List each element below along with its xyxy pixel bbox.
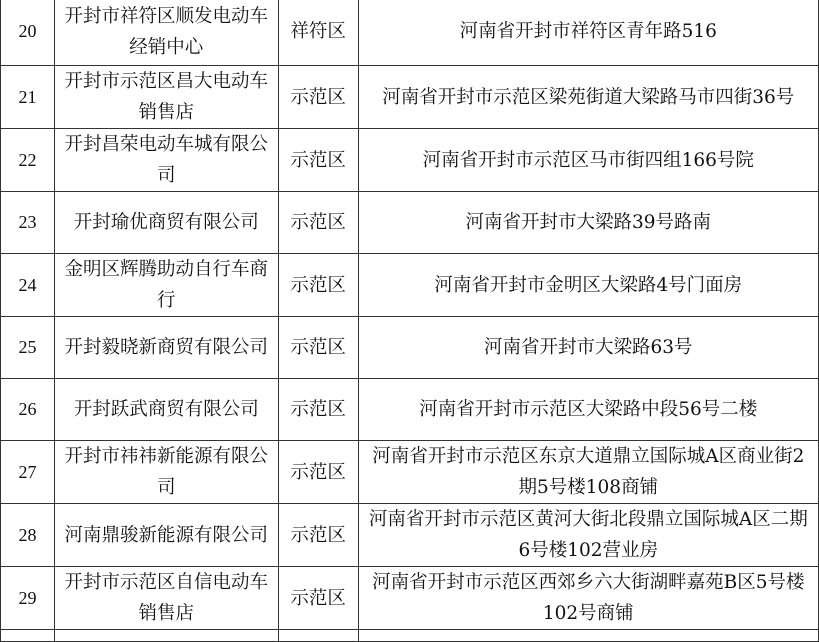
address: 河南省开封市示范区大梁路中段56号二楼 bbox=[358, 379, 818, 441]
district: 示范区 bbox=[278, 66, 358, 129]
dealer-name: 开封跃武商贸有限公司 bbox=[54, 379, 278, 441]
district: 示范区 bbox=[278, 504, 358, 567]
dealer-name: 开封市示范区昌大电动车销售店 bbox=[54, 66, 278, 129]
address: 河南省开封市示范区梁苑街道大梁路马市四街36号 bbox=[358, 66, 818, 129]
row-number: 29 bbox=[1, 567, 55, 630]
address: 河南省开封市示范区黄河大街北段鼎立国际城A区二期6号楼102营业房 bbox=[358, 504, 818, 567]
district: 示范区 bbox=[278, 254, 358, 317]
row-number: 27 bbox=[1, 441, 55, 504]
address: 河南省开封市示范区西郊乡六大街湖畔嘉苑B区5号楼102号商铺 bbox=[358, 567, 818, 630]
table-row bbox=[1, 0, 819, 66]
row-number: 20 bbox=[1, 0, 55, 66]
dealer-name: 开封昌荣电动车城有限公司 bbox=[54, 129, 278, 192]
table-row bbox=[1, 192, 819, 254]
table-row bbox=[1, 66, 819, 129]
row-number: 28 bbox=[1, 504, 55, 567]
district: 示范区 bbox=[278, 379, 358, 441]
district: 示范区 bbox=[278, 129, 358, 192]
dealer-name: 金明区辉腾助动自行车商行 bbox=[54, 254, 278, 317]
dealer-name: 开封市示范区自信电动车销售店 bbox=[54, 567, 278, 630]
dealer-name: 河南鼎骏新能源有限公司 bbox=[54, 504, 278, 567]
table-row bbox=[1, 129, 819, 192]
address: 河南省开封市大梁路39号路南 bbox=[358, 192, 818, 254]
address: 河南省开封市大梁路63号 bbox=[358, 317, 818, 379]
row-number: 25 bbox=[1, 317, 55, 379]
district: 祥符区 bbox=[278, 0, 358, 66]
address: 河南省开封市祥符区青年路516 bbox=[358, 0, 818, 66]
row-number: 21 bbox=[1, 66, 55, 129]
table-row bbox=[1, 567, 819, 630]
table-row bbox=[1, 504, 819, 567]
row-number: 22 bbox=[1, 129, 55, 192]
row-number: 24 bbox=[1, 254, 55, 317]
table-row bbox=[1, 441, 819, 504]
dealer-name: 开封瑜优商贸有限公司 bbox=[54, 192, 278, 254]
dealer-name: 开封市祥符区顺发电动车经销中心 bbox=[54, 0, 278, 66]
address: 河南省开封市金明区大梁路4号门面房 bbox=[358, 254, 818, 317]
table-row-cut-off bbox=[1, 630, 819, 642]
address: 河南省开封市示范区东京大道鼎立国际城A区商业街2期5号楼108商铺 bbox=[358, 441, 818, 504]
district: 示范区 bbox=[278, 567, 358, 630]
table-row bbox=[1, 379, 819, 441]
district: 示范区 bbox=[278, 317, 358, 379]
row-number: 26 bbox=[1, 379, 55, 441]
table-row bbox=[1, 254, 819, 317]
table-row bbox=[1, 317, 819, 379]
dealer-name: 开封毅晓新商贸有限公司 bbox=[54, 317, 278, 379]
address: 河南省开封市示范区马市街四组166号院 bbox=[358, 129, 818, 192]
district: 示范区 bbox=[278, 192, 358, 254]
district: 示范区 bbox=[278, 441, 358, 504]
dealer-name: 开封市祎祎新能源有限公司 bbox=[54, 441, 278, 504]
row-number: 23 bbox=[1, 192, 55, 254]
